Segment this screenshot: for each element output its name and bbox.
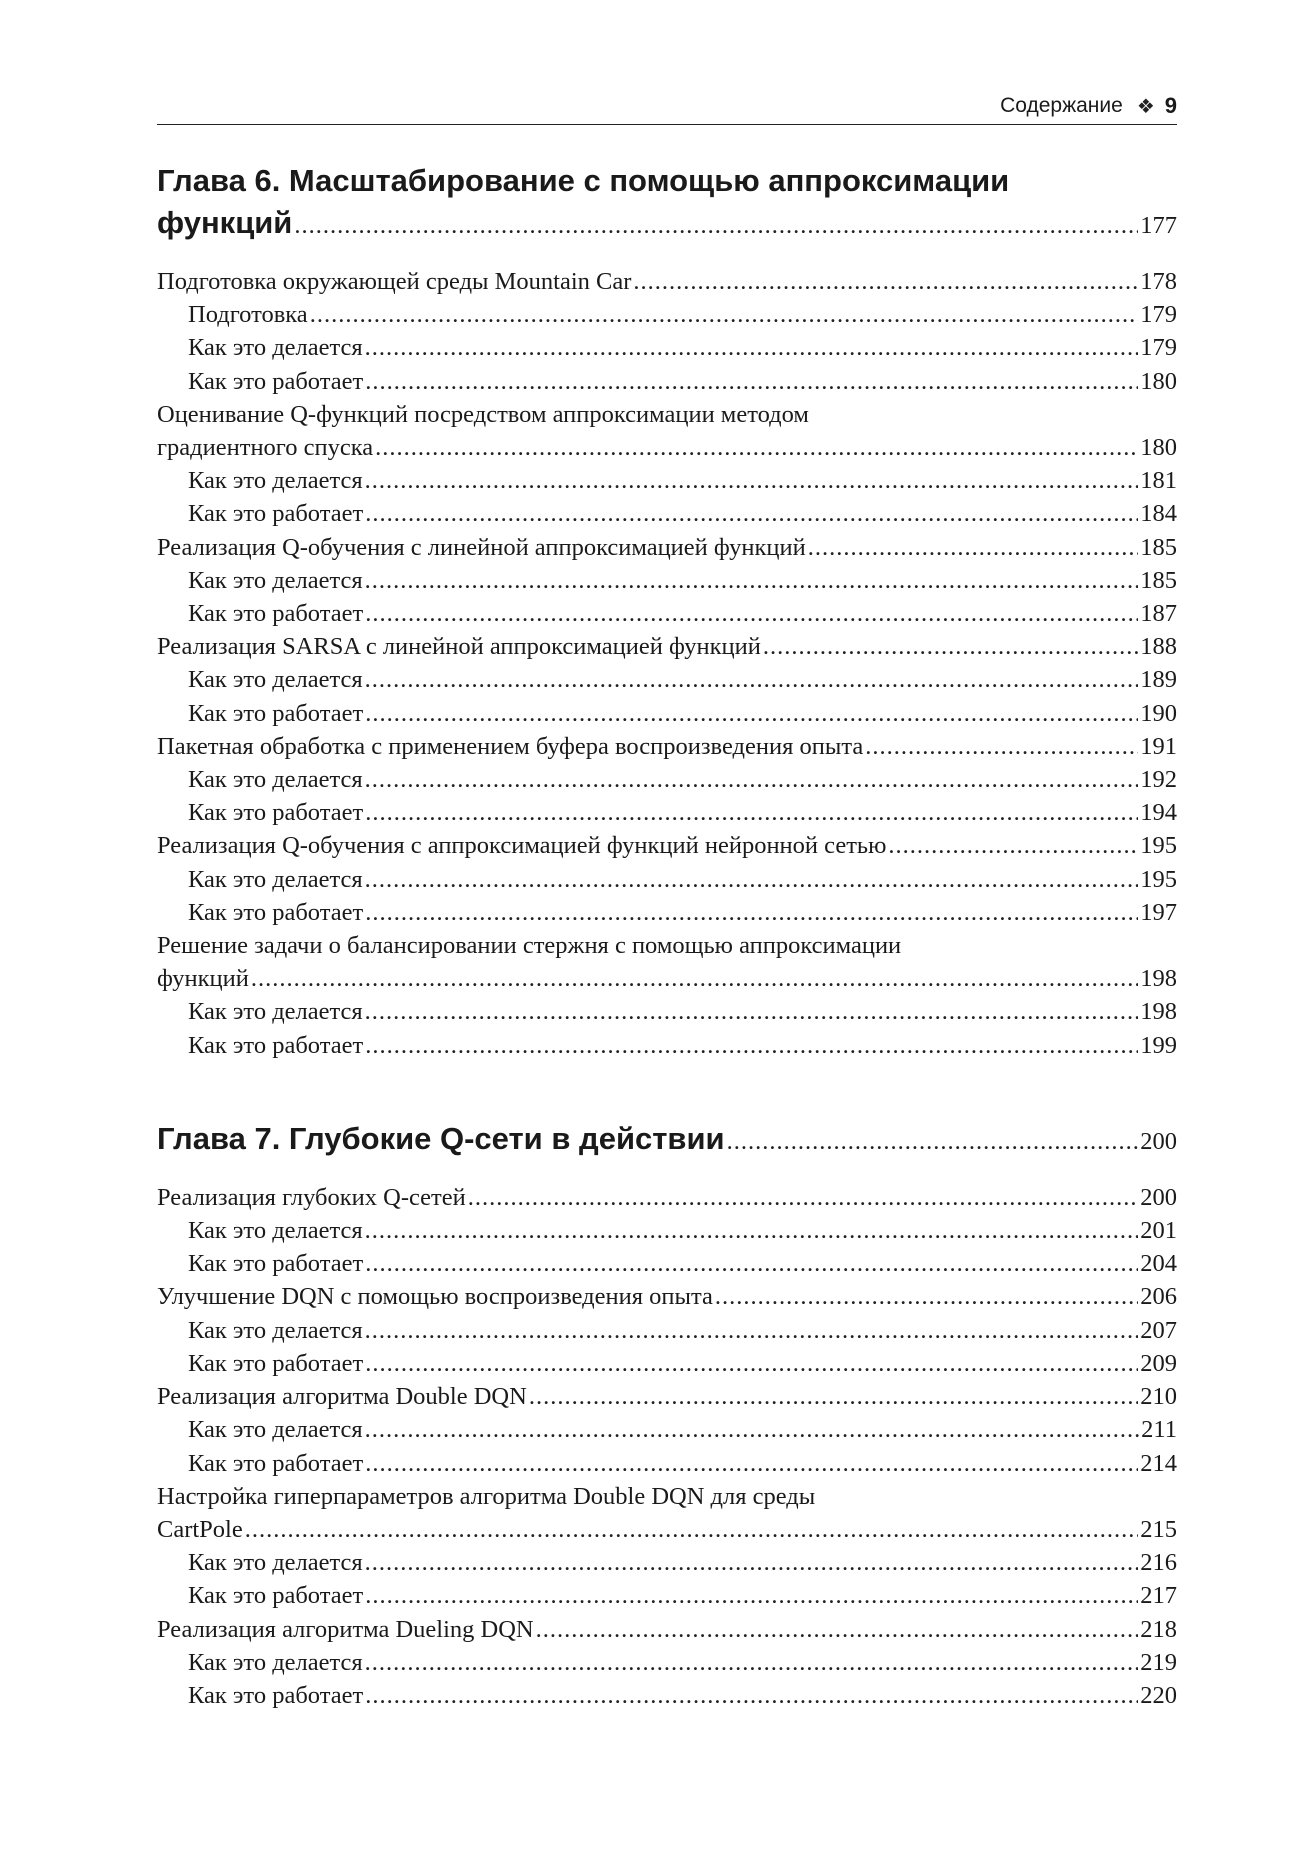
- toc-entry[interactable]: [157, 1480, 1177, 1546]
- toc-entry-text: Пакетная обработка с применением буфера воспроизведения опыта: [157, 732, 864, 760]
- dot-leader: [365, 1247, 1138, 1280]
- toc-entry-text: Как это работает: [188, 898, 364, 926]
- toc-subentry[interactable]: [157, 863, 1177, 896]
- chapter-7-entries: [157, 1181, 1177, 1712]
- toc-entry[interactable]: [157, 398, 1177, 464]
- dot-leader: [365, 1314, 1139, 1347]
- dot-leader: [365, 697, 1138, 730]
- dot-leader: [365, 597, 1138, 630]
- toc-entry-page: 206: [1140, 1283, 1177, 1311]
- dot-leader: [294, 205, 1138, 247]
- toc-subentry[interactable]: [157, 1447, 1177, 1480]
- dot-leader: [365, 464, 1139, 497]
- chapter-title: Глава 7. Глубокие Q-сети в действии: [157, 1120, 725, 1156]
- toc-entry-text: CartPole: [157, 1515, 243, 1543]
- toc-subentry[interactable]: [157, 796, 1177, 829]
- dot-leader: [763, 630, 1138, 663]
- toc-entry-page: 219: [1140, 1648, 1177, 1676]
- toc-subentry[interactable]: [157, 365, 1177, 398]
- toc-entry-text-line1: Оценивание Q-функций посредством аппроксимации методом: [157, 400, 809, 428]
- toc-subentry[interactable]: [157, 697, 1177, 730]
- toc-entry-page: 209: [1140, 1349, 1177, 1377]
- toc-entry-text: Реализация глубоких Q-сетей: [157, 1183, 466, 1211]
- dot-leader: [808, 531, 1138, 564]
- toc-entry-text: Улучшение DQN с помощью воспроизведения опыта: [157, 1283, 713, 1311]
- toc-entry-page: 184: [1140, 500, 1177, 528]
- toc-entry-page: 210: [1140, 1383, 1177, 1411]
- toc-entry-text: Как это работает: [188, 1349, 364, 1377]
- toc-entry-text: Реализация алгоритма Dueling DQN: [157, 1615, 534, 1643]
- toc-entry-page: 181: [1140, 467, 1177, 495]
- toc-entry[interactable]: [157, 1613, 1177, 1646]
- toc-entry-text: Реализация Q-обучения с аппроксимацией функций нейронной сетью: [157, 832, 887, 860]
- toc-entry-page: 197: [1140, 898, 1177, 926]
- toc-entry-page: 194: [1140, 799, 1177, 827]
- toc-entry-page: 179: [1140, 334, 1177, 362]
- dot-leader: [365, 1029, 1138, 1062]
- toc-entry[interactable]: [157, 829, 1177, 862]
- toc-entry-page: 207: [1140, 1316, 1177, 1344]
- toc-entry-text: Как это делается: [188, 1316, 363, 1344]
- chapter-title-line2: функций: [157, 205, 293, 240]
- toc-entry-text: Реализация SARSA с линейной аппроксимацией функций: [157, 633, 761, 661]
- toc-entry-page: 192: [1140, 766, 1177, 794]
- toc-entry-text: Подготовка: [188, 301, 308, 329]
- dot-leader: [365, 1679, 1138, 1712]
- dot-leader: [245, 1513, 1139, 1546]
- toc-entry-text: Как это делается: [188, 1648, 363, 1676]
- toc-entry-text: функций: [157, 965, 249, 993]
- toc-entry[interactable]: [157, 1380, 1177, 1413]
- chapter-6-heading[interactable]: [157, 160, 1177, 247]
- toc-entry-text: Как это делается: [188, 467, 363, 495]
- toc-entry-text: Реализация Q-обучения с линейной аппроксимацией функций: [157, 533, 806, 561]
- toc-subentry[interactable]: [157, 331, 1177, 364]
- dot-leader: [365, 564, 1139, 597]
- header-page-number: 9: [1164, 93, 1177, 118]
- toc-entry-text: Подготовка окружающей среды Mountain Car: [157, 268, 632, 295]
- toc-entry-text: Как это делается: [188, 1217, 363, 1245]
- chapter-6-entries: [157, 265, 1177, 1062]
- dot-leader: [633, 265, 1138, 298]
- toc-entry-page: 191: [1140, 732, 1177, 760]
- toc-entry-text: Как это делается: [188, 865, 363, 893]
- toc-subentry[interactable]: [157, 464, 1177, 497]
- toc-subentry[interactable]: [157, 1214, 1177, 1247]
- toc-subentry[interactable]: [157, 1646, 1177, 1679]
- chapter-page-number: 177: [1140, 212, 1177, 239]
- toc-entry[interactable]: [157, 265, 1177, 298]
- toc-entry-text: Как это работает: [188, 1681, 364, 1709]
- dot-leader: [365, 1214, 1139, 1247]
- toc-entry-text: Как это делается: [188, 566, 363, 594]
- dot-leader: [365, 1447, 1138, 1480]
- toc-entry-page: 215: [1140, 1515, 1177, 1543]
- toc-entry-text: Как это работает: [188, 500, 364, 528]
- dot-leader: [365, 663, 1139, 696]
- toc-entry[interactable]: [157, 730, 1177, 763]
- dot-leader: [365, 1546, 1139, 1579]
- dot-leader: [365, 763, 1139, 796]
- dot-leader: [536, 1613, 1139, 1646]
- dot-leader: [365, 796, 1138, 829]
- toc-entry-page: 199: [1140, 1031, 1177, 1059]
- header-section-title: Содержание: [1000, 94, 1123, 117]
- dot-leader: [365, 365, 1138, 398]
- toc-subentry[interactable]: [157, 1029, 1177, 1062]
- toc-subentry[interactable]: [157, 1413, 1177, 1446]
- toc-entry-page: 200: [1140, 1183, 1177, 1211]
- toc-entry-page: 180: [1140, 367, 1177, 395]
- toc-entry-page: 178: [1140, 268, 1177, 295]
- dot-leader: [310, 298, 1139, 331]
- toc-entry-text: Как это делается: [188, 1416, 363, 1444]
- toc-entry-text: Как это работает: [188, 699, 364, 727]
- toc-subentry[interactable]: [157, 298, 1177, 331]
- toc-entry-page: 190: [1140, 699, 1177, 727]
- toc-subentry[interactable]: [157, 1546, 1177, 1579]
- dot-leader: [529, 1380, 1138, 1413]
- chapter-7-heading[interactable]: [157, 1118, 1177, 1163]
- chapter-page-number: 200: [1140, 1127, 1177, 1155]
- dot-leader: [365, 896, 1138, 929]
- dot-leader: [865, 730, 1138, 763]
- chapter-title-line: [157, 202, 1177, 247]
- dot-leader: [365, 863, 1139, 896]
- toc-entry-text: Как это делается: [188, 334, 363, 362]
- toc-entry-page: 180: [1140, 434, 1177, 462]
- toc-subentry[interactable]: [157, 497, 1177, 530]
- toc-entry-page: 204: [1140, 1250, 1177, 1278]
- toc-subentry[interactable]: [157, 1314, 1177, 1347]
- dot-leader: [375, 431, 1138, 464]
- running-header: [157, 88, 1177, 124]
- dot-leader: [365, 1646, 1139, 1679]
- toc-entry-text: градиентного спуска: [157, 434, 374, 462]
- toc-entry-text: Как это работает: [188, 799, 364, 827]
- toc-entry[interactable]: [157, 929, 1177, 995]
- diamond-ornament-icon: ❖: [1136, 95, 1155, 118]
- dot-leader: [727, 1121, 1139, 1163]
- chapter-title-line1: Глава 6. Масштабирование с помощью аппроксимации: [157, 163, 1010, 198]
- toc-entry-text: Реализация алгоритма Double DQN: [157, 1383, 527, 1411]
- chapter-title-line: [157, 1118, 1177, 1163]
- toc-entry-text: Как это делается: [188, 666, 363, 694]
- toc-entry-text: Как это работает: [188, 600, 364, 628]
- toc-entry-text: Как это работает: [188, 367, 364, 395]
- toc-entry-text: Как это работает: [188, 1031, 364, 1059]
- toc-entry-text: Как это делается: [188, 766, 363, 794]
- toc-entry-page: 220: [1140, 1681, 1177, 1709]
- toc-entry-page: 211: [1141, 1416, 1177, 1444]
- toc-entry-page: 185: [1140, 566, 1177, 594]
- toc-entry-page: 185: [1140, 533, 1177, 561]
- dot-leader: [365, 497, 1138, 530]
- toc-entry[interactable]: [157, 1181, 1177, 1214]
- toc-subentry[interactable]: [157, 663, 1177, 696]
- dot-leader: [888, 829, 1138, 862]
- toc-entry-text: Как это делается: [188, 1549, 363, 1577]
- toc-entry-page: 189: [1140, 666, 1177, 694]
- toc-entry-page: 214: [1140, 1449, 1177, 1477]
- toc-entry-text: Как это работает: [188, 1449, 364, 1477]
- toc-entry-text-line1: Решение задачи о балансировании стержня с помощью аппроксимации: [157, 932, 902, 960]
- dot-leader: [365, 1413, 1139, 1446]
- toc-entry-text: Как это работает: [188, 1582, 364, 1610]
- toc-entry-page: 195: [1140, 865, 1177, 893]
- toc-subentry[interactable]: [157, 564, 1177, 597]
- toc-entry-page: 195: [1140, 832, 1177, 860]
- toc-entry-page: 218: [1140, 1615, 1177, 1643]
- dot-leader: [365, 1579, 1138, 1612]
- toc-entry-page: 198: [1140, 965, 1177, 993]
- toc-entry-page: 201: [1140, 1217, 1177, 1245]
- dot-leader: [365, 331, 1139, 364]
- toc-entry[interactable]: [157, 630, 1177, 663]
- toc-subentry[interactable]: [157, 896, 1177, 929]
- dot-leader: [365, 1347, 1138, 1380]
- toc-entry-page: 179: [1140, 301, 1177, 329]
- toc-entry[interactable]: [157, 1280, 1177, 1313]
- toc-subentry[interactable]: [157, 1679, 1177, 1712]
- toc-subentry[interactable]: [157, 763, 1177, 796]
- toc-entry[interactable]: [157, 531, 1177, 564]
- toc-entry-page: 187: [1140, 600, 1177, 628]
- table-of-contents: [157, 160, 1177, 1712]
- toc-subentry[interactable]: [157, 597, 1177, 630]
- toc-subentry[interactable]: [157, 1579, 1177, 1612]
- toc-entry-text: Как это работает: [188, 1250, 364, 1278]
- toc-subentry[interactable]: [157, 1347, 1177, 1380]
- header-rule: [157, 124, 1177, 125]
- dot-leader: [468, 1181, 1139, 1214]
- toc-subentry[interactable]: [157, 995, 1177, 1028]
- dot-leader: [251, 962, 1138, 995]
- toc-entry-text: Как это делается: [188, 998, 363, 1026]
- toc-entry-text-line1: Настройка гиперпараметров алгоритма Double DQN для среды: [157, 1482, 816, 1510]
- toc-entry-page: 198: [1140, 998, 1177, 1026]
- toc-subentry[interactable]: [157, 1247, 1177, 1280]
- toc-entry-page: 216: [1140, 1549, 1177, 1577]
- toc-entry-page: 188: [1140, 633, 1177, 661]
- dot-leader: [715, 1280, 1138, 1313]
- dot-leader: [365, 995, 1139, 1028]
- toc-entry-page: 217: [1140, 1582, 1177, 1610]
